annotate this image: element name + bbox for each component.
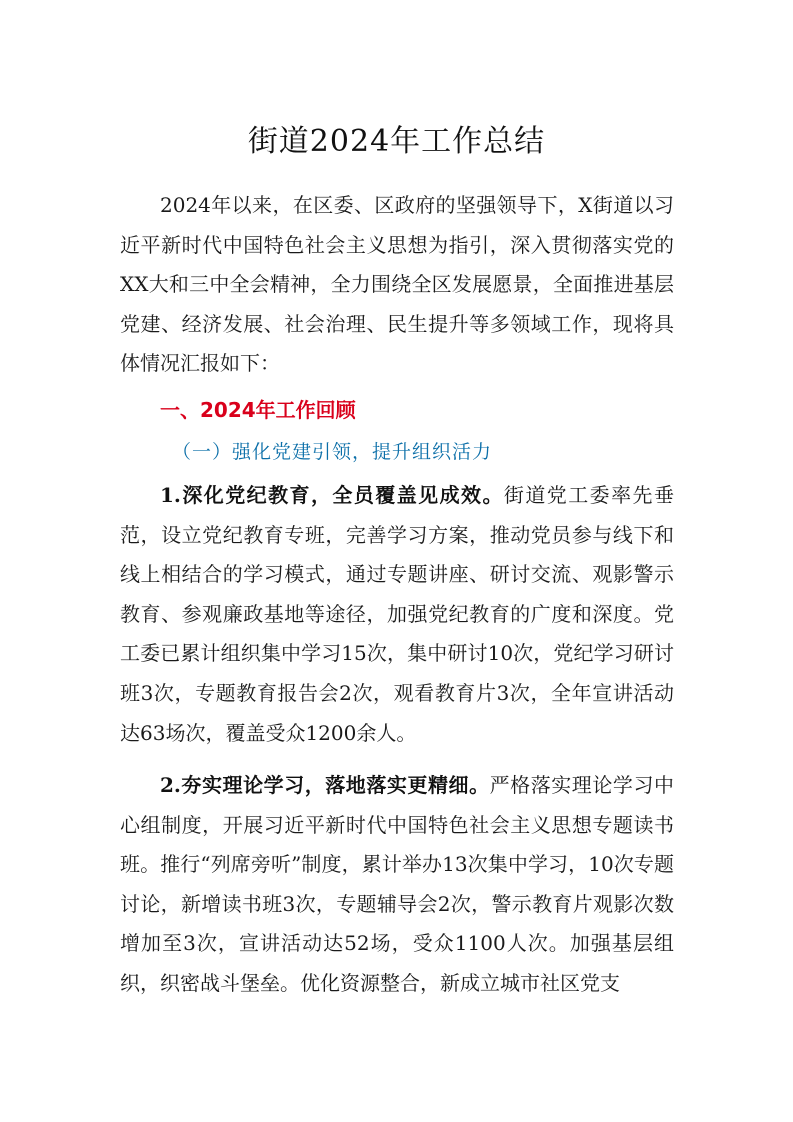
subsection-heading: （一）强化党建引领，提升组织活力 bbox=[172, 441, 493, 463]
item-lead-1: 1.深化党纪教育，全员覆盖见成效。 bbox=[160, 483, 504, 507]
item-paragraph-1 bbox=[120, 476, 674, 753]
item-text-1: 街道党工委率先垂范，设立党纪教育专班，完善学习方案，推动党员参与线下和线上相结合的学习模式，通过专题讲座、研讨交流、观影警示教育、参观廉政基地等途径，加强党纪教育的广度和深度。党工委已累计组织集中学习15次，集中研讨10次，党纪学习研讨班3次，专题教育报告会2次，观看教育片3次，全年宣讲活动达63场次，覆盖受众1200余人。 bbox=[120, 483, 674, 745]
item-text-2: 严格落实理论学习中心组制度，开展习近平新时代中国特色社会主义思想专题读书班。推行“列席旁听”制度，累计举办13次集中学习，10次专题讨论，新增读书班3次，专题辅导会2次，警示教育片观影次数增加至3次，宣讲活动达52场，受众1100人次。加强基层组织，织密战斗堡垒。优化资源整合，新成立城市社区党支 bbox=[120, 773, 674, 995]
intro-paragraph: 2024年以来，在区委、区政府的坚强领导下，X街道以习近平新时代中国特色社会主义思想为指引，深入贯彻落实党的XX大和三中全会精神，全力围绕全区发展愿景，全面推进基层党建、经济发展、社会治理、民生提升等多领域工作，现将具体情况汇报如下： bbox=[120, 193, 674, 376]
document-title: 街道2024年工作总结 bbox=[247, 124, 546, 159]
item-paragraph-2 bbox=[120, 766, 674, 1004]
section-heading: 一、2024年工作回顾 bbox=[160, 398, 356, 422]
item-lead-2: 2.夯实理论学习，落地落实更精细。 bbox=[160, 773, 490, 797]
